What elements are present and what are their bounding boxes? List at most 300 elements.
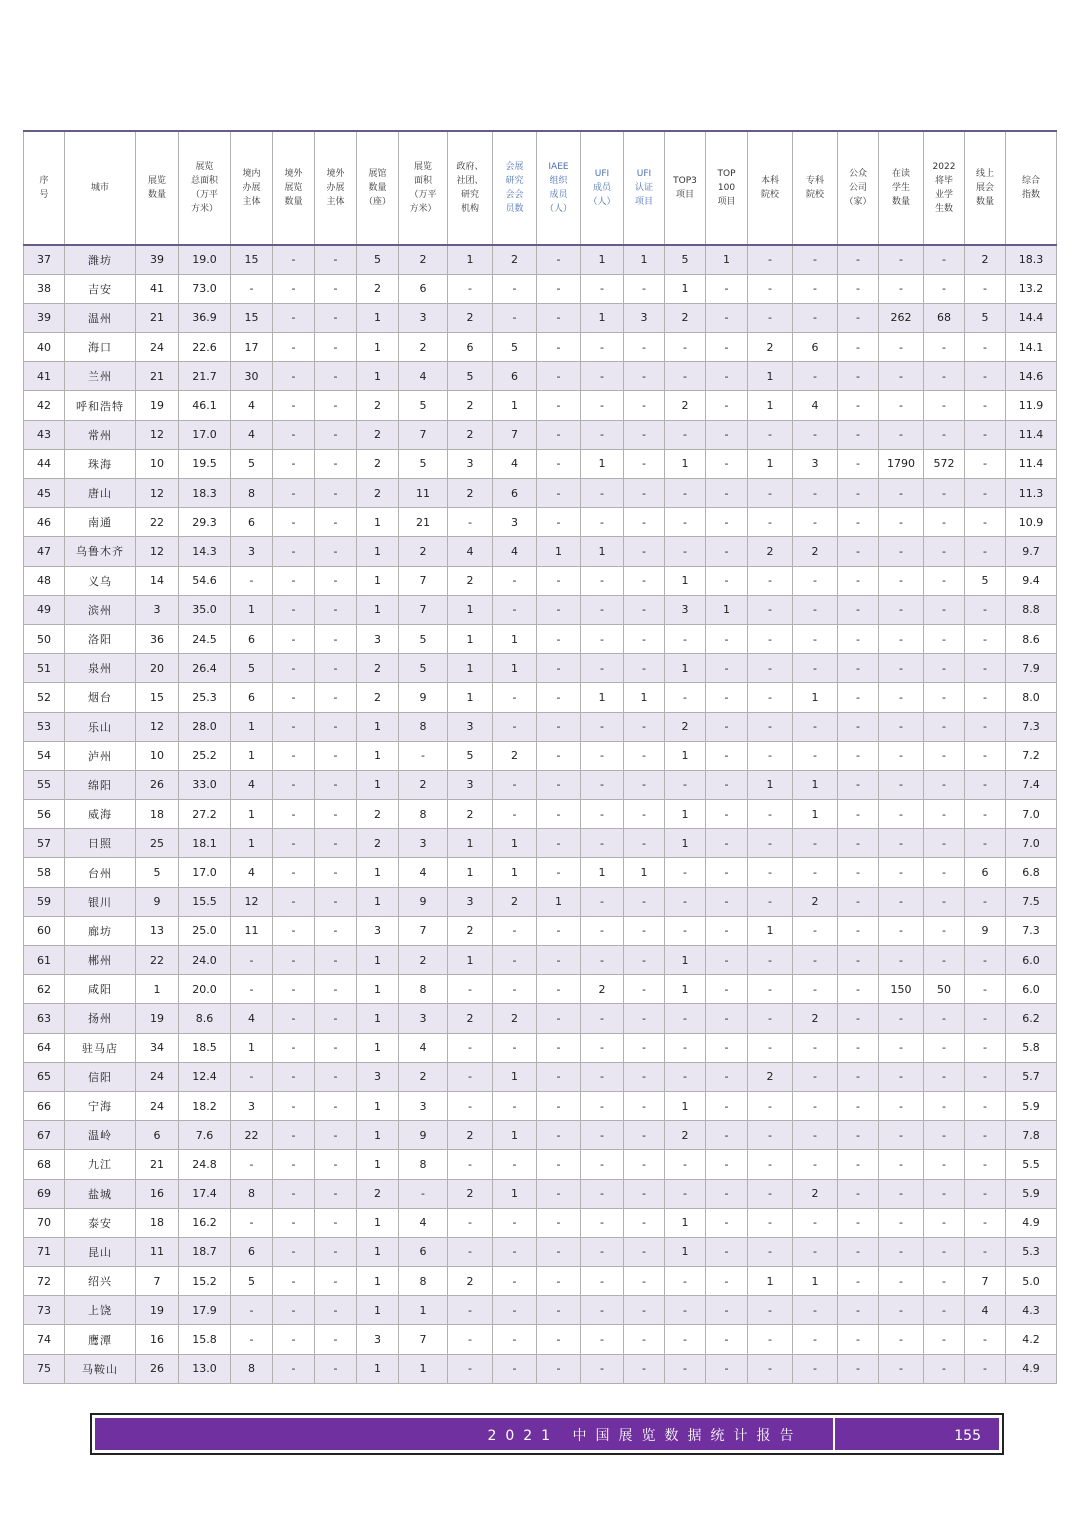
table-cell: -	[924, 566, 965, 595]
row-index: 74	[24, 1325, 65, 1354]
table-cell: 19	[136, 1004, 179, 1033]
table-cell: 2	[399, 946, 448, 975]
table-cell: -	[273, 829, 315, 858]
row-index: 65	[24, 1062, 65, 1091]
row-index: 41	[24, 362, 65, 391]
table-cell: 2	[965, 245, 1006, 274]
table-cell: -	[706, 946, 748, 975]
table-cell: -	[665, 333, 706, 362]
table-cell: 18.7	[179, 1237, 231, 1266]
table-cell: -	[448, 1150, 493, 1179]
column-header-line: TOP3	[673, 176, 697, 186]
table-cell: -	[965, 624, 1006, 653]
city-name: 绍兴	[65, 1267, 136, 1296]
table-cell: 2	[357, 420, 399, 449]
table-cell: 20	[136, 654, 179, 683]
row-index: 42	[24, 391, 65, 420]
column-header-line: 主体	[326, 197, 345, 207]
table-cell: -	[879, 654, 924, 683]
table-cell: -	[924, 887, 965, 916]
table-cell: -	[748, 624, 793, 653]
table-cell: 4	[493, 449, 537, 478]
table-cell: -	[537, 479, 581, 508]
table-cell: -	[315, 800, 357, 829]
table-cell: 2	[357, 1179, 399, 1208]
table-cell: -	[537, 566, 581, 595]
row-index: 70	[24, 1208, 65, 1237]
table-cell: -	[448, 1033, 493, 1062]
table-cell: 2	[399, 770, 448, 799]
table-row	[24, 303, 1057, 332]
table-row	[24, 1267, 1057, 1296]
table-cell: 2	[357, 274, 399, 303]
column-header	[493, 131, 537, 245]
table-cell: 4	[231, 858, 273, 887]
table-cell: 1	[624, 683, 665, 712]
table-cell: 2	[793, 1004, 838, 1033]
table-cell: -	[879, 858, 924, 887]
table-cell: 3	[231, 537, 273, 566]
table-cell: 262	[879, 303, 924, 332]
table-cell: 2	[399, 245, 448, 274]
table-cell: -	[879, 1121, 924, 1150]
table-cell: -	[748, 1004, 793, 1033]
table-cell: -	[624, 624, 665, 653]
table-cell: 7	[399, 595, 448, 624]
table-cell: 15.8	[179, 1325, 231, 1354]
table-cell: -	[706, 362, 748, 391]
city-name: 信阳	[65, 1062, 136, 1091]
table-cell: -	[273, 303, 315, 332]
table-cell: -	[315, 1062, 357, 1091]
row-index: 53	[24, 712, 65, 741]
table-cell: -	[581, 887, 624, 916]
table-cell: -	[965, 741, 1006, 770]
column-header-line: 城市	[90, 183, 109, 193]
table-cell: -	[493, 595, 537, 624]
table-cell: -	[231, 1062, 273, 1091]
table-cell: 26.4	[179, 654, 231, 683]
table-cell: 3	[448, 712, 493, 741]
city-name: 海口	[65, 333, 136, 362]
table-cell: -	[624, 449, 665, 478]
row-index: 37	[24, 245, 65, 274]
table-cell: -	[273, 508, 315, 537]
table-cell: -	[315, 916, 357, 945]
table-cell: 3	[448, 770, 493, 799]
table-cell: 24	[136, 1062, 179, 1091]
table-cell: -	[924, 683, 965, 712]
table-cell: 1	[357, 975, 399, 1004]
column-header-line: 数量	[368, 183, 387, 193]
table-cell: -	[706, 1208, 748, 1237]
table-cell: 2	[448, 1004, 493, 1033]
table-cell: 5	[136, 858, 179, 887]
table-cell: -	[624, 1121, 665, 1150]
table-cell: -	[793, 479, 838, 508]
column-header-line: （人）	[588, 197, 616, 207]
table-cell: -	[838, 537, 879, 566]
table-cell: -	[493, 1325, 537, 1354]
table-cell: -	[706, 1179, 748, 1208]
footer-bar	[95, 1418, 999, 1450]
table-cell: -	[581, 624, 624, 653]
table-cell: -	[838, 800, 879, 829]
table-cell: -	[581, 362, 624, 391]
table-cell: -	[748, 1296, 793, 1325]
row-index: 60	[24, 916, 65, 945]
table-cell: 5	[231, 1267, 273, 1296]
column-header	[793, 131, 838, 245]
page-footer	[90, 1413, 1004, 1455]
table-cell: -	[965, 1325, 1006, 1354]
table-row	[24, 1296, 1057, 1325]
table-cell: -	[315, 975, 357, 1004]
table-cell: 7.5	[1006, 887, 1057, 916]
table-cell: -	[273, 1004, 315, 1033]
table-cell: -	[581, 566, 624, 595]
table-cell: -	[581, 829, 624, 858]
table-cell: -	[748, 1237, 793, 1266]
table-cell: -	[965, 887, 1006, 916]
table-cell: -	[965, 479, 1006, 508]
table-cell: -	[924, 420, 965, 449]
city-name: 吉安	[65, 274, 136, 303]
table-cell: 1	[665, 449, 706, 478]
table-cell: -	[537, 391, 581, 420]
table-cell: 2	[665, 303, 706, 332]
table-cell: 1	[231, 741, 273, 770]
table-cell: 6	[231, 1237, 273, 1266]
table-cell: 33.0	[179, 770, 231, 799]
table-cell: 6	[493, 479, 537, 508]
table-cell: -	[273, 245, 315, 274]
table-cell: 19.0	[179, 245, 231, 274]
table-cell: 2	[448, 800, 493, 829]
table-cell: 24.5	[179, 624, 231, 653]
column-header-line: 社团、	[456, 176, 484, 186]
table-cell: -	[537, 1121, 581, 1150]
table-cell: 18.1	[179, 829, 231, 858]
table-cell: 4	[965, 1296, 1006, 1325]
table-cell: -	[965, 770, 1006, 799]
table-cell: 10.9	[1006, 508, 1057, 537]
table-cell: 1	[357, 303, 399, 332]
table-cell: -	[581, 916, 624, 945]
table-cell: 5	[399, 624, 448, 653]
city-name: 乐山	[65, 712, 136, 741]
table-cell: -	[624, 741, 665, 770]
column-header-line: 线上	[975, 169, 994, 179]
table-cell: 1	[665, 1208, 706, 1237]
table-cell: 5.9	[1006, 1091, 1057, 1120]
table-cell: 12.4	[179, 1062, 231, 1091]
table-cell: 150	[879, 975, 924, 1004]
table-cell: 7	[136, 1267, 179, 1296]
table-cell: -	[273, 1062, 315, 1091]
table-cell: -	[665, 887, 706, 916]
table-cell: 3	[231, 1091, 273, 1120]
table-cell: -	[706, 712, 748, 741]
table-cell: 14.6	[1006, 362, 1057, 391]
table-cell: -	[793, 916, 838, 945]
city-name: 上饶	[65, 1296, 136, 1325]
table-cell: -	[924, 1237, 965, 1266]
table-cell: 3	[399, 1091, 448, 1120]
table-cell: 7.3	[1006, 916, 1057, 945]
table-cell: -	[315, 508, 357, 537]
column-header-line: 专科	[805, 176, 824, 186]
table-row	[24, 1179, 1057, 1208]
row-index: 43	[24, 420, 65, 449]
table-cell: -	[748, 887, 793, 916]
table-cell: 1	[448, 654, 493, 683]
table-cell: -	[924, 741, 965, 770]
table-cell: 3	[665, 595, 706, 624]
table-cell: -	[879, 362, 924, 391]
table-cell: -	[665, 1296, 706, 1325]
table-cell: -	[793, 975, 838, 1004]
table-cell: -	[706, 624, 748, 653]
column-header	[706, 131, 748, 245]
table-cell: -	[537, 1004, 581, 1033]
table-cell: 4	[399, 1208, 448, 1237]
table-cell: -	[748, 595, 793, 624]
table-cell: -	[793, 829, 838, 858]
table-cell: 1	[136, 975, 179, 1004]
table-cell: -	[924, 1033, 965, 1062]
row-index: 44	[24, 449, 65, 478]
table-cell: -	[748, 946, 793, 975]
table-cell: 1	[665, 566, 706, 595]
table-cell: 12	[136, 420, 179, 449]
column-header-line: 生数	[934, 204, 953, 214]
row-index: 40	[24, 333, 65, 362]
column-header	[65, 131, 136, 245]
table-cell: -	[273, 975, 315, 1004]
table-row	[24, 566, 1057, 595]
table-cell: -	[838, 1121, 879, 1150]
table-cell: -	[231, 1296, 273, 1325]
table-cell: 2	[448, 420, 493, 449]
table-cell: 9	[399, 1121, 448, 1150]
table-cell: -	[231, 566, 273, 595]
table-cell: -	[581, 654, 624, 683]
table-cell: -	[315, 566, 357, 595]
table-cell: -	[838, 362, 879, 391]
table-cell: -	[838, 1179, 879, 1208]
table-cell: -	[965, 1208, 1006, 1237]
table-row	[24, 887, 1057, 916]
table-cell: 7.2	[1006, 741, 1057, 770]
table-cell: -	[273, 391, 315, 420]
table-cell: -	[706, 770, 748, 799]
column-header-line: 指数	[1021, 190, 1040, 200]
table-cell: -	[879, 1325, 924, 1354]
table-cell: 5	[399, 391, 448, 420]
table-cell: -	[231, 1325, 273, 1354]
table-cell: 1	[357, 858, 399, 887]
table-cell: 13.2	[1006, 274, 1057, 303]
row-index: 55	[24, 770, 65, 799]
table-cell: 1	[581, 245, 624, 274]
table-cell: -	[315, 829, 357, 858]
table-cell: 26	[136, 1354, 179, 1383]
table-cell: -	[624, 537, 665, 566]
table-cell: -	[838, 858, 879, 887]
row-index: 59	[24, 887, 65, 916]
table-cell: -	[838, 1150, 879, 1179]
table-cell: -	[793, 274, 838, 303]
table-cell: -	[924, 858, 965, 887]
table-cell: -	[315, 245, 357, 274]
table-cell: 8	[399, 975, 448, 1004]
table-cell: 11.4	[1006, 449, 1057, 478]
column-header-line: 将毕	[934, 176, 953, 186]
table-cell: 1	[357, 537, 399, 566]
table-cell: -	[838, 1296, 879, 1325]
table-cell: -	[581, 1150, 624, 1179]
column-header-line: 认证	[634, 183, 653, 193]
table-cell: -	[748, 566, 793, 595]
table-cell: -	[748, 858, 793, 887]
column-header	[665, 131, 706, 245]
table-cell: 6	[136, 1121, 179, 1150]
table-cell: -	[537, 1354, 581, 1383]
table-cell: 8	[399, 1150, 448, 1179]
table-cell: -	[493, 274, 537, 303]
table-cell: -	[537, 362, 581, 391]
table-cell: 25.2	[179, 741, 231, 770]
table-cell: 1	[493, 654, 537, 683]
table-cell: -	[748, 712, 793, 741]
table-cell: 1	[357, 1296, 399, 1325]
city-name: 义乌	[65, 566, 136, 595]
table-cell: 1	[581, 858, 624, 887]
table-cell: -	[273, 887, 315, 916]
table-cell: -	[273, 595, 315, 624]
table-cell: -	[537, 420, 581, 449]
row-index: 46	[24, 508, 65, 537]
table-cell: 5	[965, 566, 1006, 595]
table-cell: 27.2	[179, 800, 231, 829]
table-cell: 1	[493, 858, 537, 887]
table-cell: -	[879, 1091, 924, 1120]
table-cell: -	[879, 1004, 924, 1033]
table-cell: 5	[448, 362, 493, 391]
table-cell: -	[537, 1091, 581, 1120]
table-cell: -	[493, 1267, 537, 1296]
table-cell: 9.7	[1006, 537, 1057, 566]
table-cell: 5.5	[1006, 1150, 1057, 1179]
table-cell: -	[838, 245, 879, 274]
column-header	[581, 131, 624, 245]
table-cell: 1	[748, 770, 793, 799]
table-row	[24, 1354, 1057, 1383]
table-cell: -	[965, 537, 1006, 566]
table-cell: 11.9	[1006, 391, 1057, 420]
table-cell: -	[965, 274, 1006, 303]
table-cell: 19	[136, 1296, 179, 1325]
table-row	[24, 800, 1057, 829]
table-cell: 5	[231, 654, 273, 683]
table-row	[24, 537, 1057, 566]
table-cell: -	[838, 624, 879, 653]
column-header-line: 号	[39, 190, 49, 200]
table-cell: 4	[231, 420, 273, 449]
table-cell: 4	[448, 537, 493, 566]
column-header	[537, 131, 581, 245]
table-cell: 18	[136, 1208, 179, 1237]
table-cell: -	[838, 1267, 879, 1296]
table-cell: 1	[493, 624, 537, 653]
table-cell: 1	[665, 800, 706, 829]
table-cell: -	[924, 391, 965, 420]
table-cell: -	[879, 1296, 924, 1325]
table-cell: -	[706, 333, 748, 362]
table-cell: -	[273, 770, 315, 799]
table-cell: -	[273, 1325, 315, 1354]
table-cell: 1	[357, 508, 399, 537]
table-cell: 2	[357, 829, 399, 858]
table-cell: 1	[493, 391, 537, 420]
table-cell: -	[581, 1179, 624, 1208]
table-cell: -	[624, 1237, 665, 1266]
table-cell: -	[965, 1354, 1006, 1383]
table-cell: 12	[136, 712, 179, 741]
table-cell: -	[315, 1121, 357, 1150]
table-cell: -	[581, 1062, 624, 1091]
column-header	[924, 131, 965, 245]
table-cell: 1	[448, 624, 493, 653]
table-cell: 1	[748, 362, 793, 391]
table-cell: -	[793, 1237, 838, 1266]
table-cell: -	[315, 887, 357, 916]
table-cell: -	[231, 1208, 273, 1237]
table-cell: 2	[448, 916, 493, 945]
table-cell: -	[624, 420, 665, 449]
table-cell: -	[581, 1267, 624, 1296]
table-cell: 18.3	[179, 479, 231, 508]
city-name: 泸州	[65, 741, 136, 770]
row-index: 57	[24, 829, 65, 858]
city-name: 昆山	[65, 1237, 136, 1266]
table-cell: -	[793, 245, 838, 274]
table-cell: -	[965, 1004, 1006, 1033]
table-cell: 2	[448, 479, 493, 508]
table-cell: 2	[448, 303, 493, 332]
table-cell: 1	[357, 362, 399, 391]
table-row	[24, 712, 1057, 741]
table-cell: -	[273, 274, 315, 303]
table-cell: 4.9	[1006, 1208, 1057, 1237]
table-cell: -	[581, 1033, 624, 1062]
table-cell: 18.2	[179, 1091, 231, 1120]
table-cell: 1	[665, 274, 706, 303]
city-name: 九江	[65, 1150, 136, 1179]
table-cell: -	[493, 683, 537, 712]
table-cell: -	[537, 1237, 581, 1266]
footer-divider	[833, 1418, 835, 1450]
city-name: 银川	[65, 887, 136, 916]
table-cell: 5.9	[1006, 1179, 1057, 1208]
column-header-line: 会展	[505, 162, 524, 172]
table-cell: -	[624, 479, 665, 508]
table-cell: -	[838, 683, 879, 712]
table-cell: 3	[399, 303, 448, 332]
table-cell: 5	[493, 333, 537, 362]
table-cell: 6	[231, 683, 273, 712]
